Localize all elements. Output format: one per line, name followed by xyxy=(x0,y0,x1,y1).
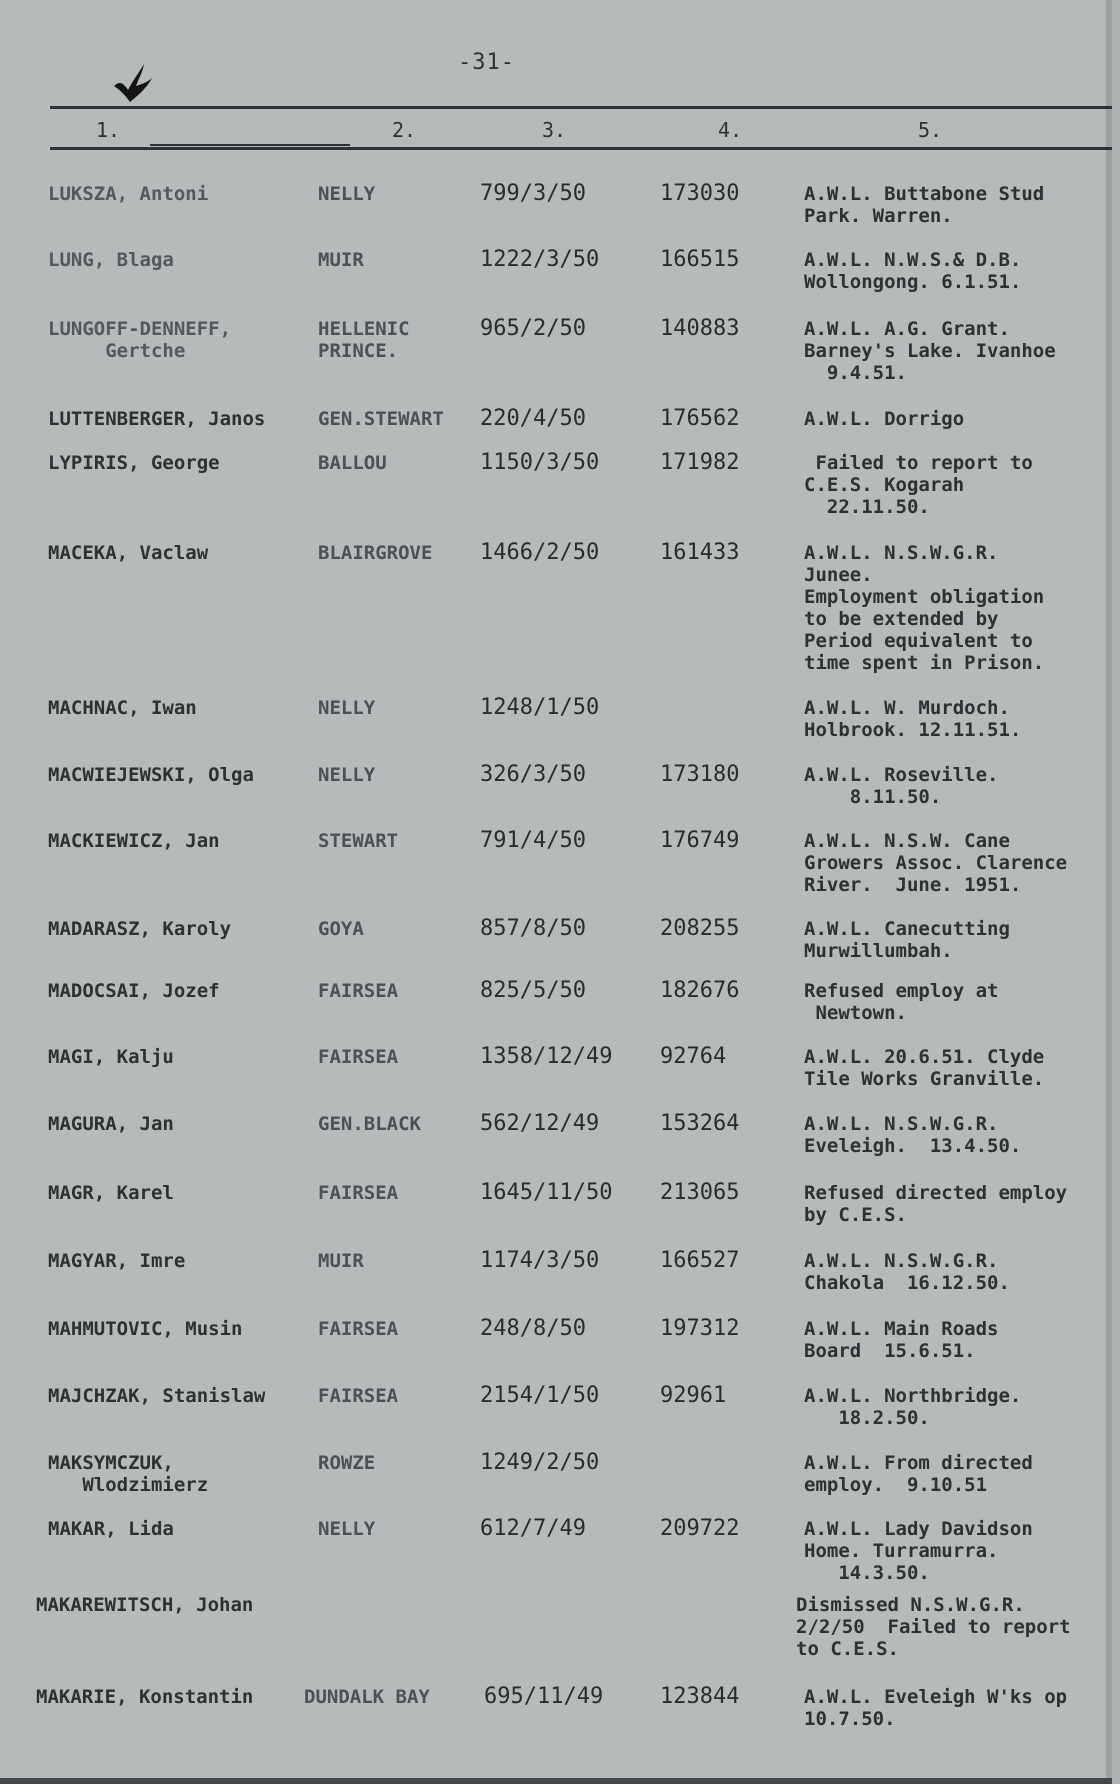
remark-cell: Failed to report to C.E.S. Kogarah 22.11.50. xyxy=(804,452,1033,518)
name-cell: LUTTENBERGER, Janos xyxy=(48,408,266,430)
column-header-5: 5. xyxy=(918,118,943,142)
top-rule xyxy=(50,106,1112,109)
reference-cell: 1249/2/50 xyxy=(480,1450,600,1475)
remark-cell: A.W.L. N.S.W. Cane Growers Assoc. Clarence River. June. 1951. xyxy=(804,830,1068,896)
remark-cell: A.W.L. Northbridge. 18.2.50. xyxy=(804,1385,1022,1429)
ship-cell: NELLY xyxy=(318,183,376,205)
ship-cell: FAIRSEA xyxy=(318,1385,399,1407)
reference-cell: 612/7/49 xyxy=(480,1516,586,1541)
name-cell: MADARASZ, Karoly xyxy=(48,918,232,940)
name-cell: MADOCSAI, Jozef xyxy=(48,980,220,1002)
number-cell: 213065 xyxy=(660,1180,740,1205)
ship-cell: FAIRSEA xyxy=(318,1318,399,1340)
remark-cell: A.W.L. From directed employ. 9.10.51 xyxy=(804,1452,1033,1496)
column-header-2: 2. xyxy=(392,118,417,142)
remark-cell: Dismissed N.S.W.G.R. 2/2/50 Failed to report to C.E.S. xyxy=(796,1594,1071,1660)
column-header-4: 4. xyxy=(718,118,743,142)
name-cell: MACKIEWICZ, Jan xyxy=(48,830,220,852)
reference-cell: 1150/3/50 xyxy=(480,450,600,475)
header-underline xyxy=(150,144,350,146)
reference-cell: 2154/1/50 xyxy=(480,1383,600,1408)
reference-cell: 1358/12/49 xyxy=(480,1044,613,1069)
ship-cell: ROWZE xyxy=(318,1452,376,1474)
number-cell: 209722 xyxy=(660,1516,740,1541)
remark-cell: A.W.L. N.W.S.& D.B. Wollongong. 6.1.51. xyxy=(804,249,1022,293)
reference-cell: 1174/3/50 xyxy=(480,1248,600,1273)
reference-cell: 791/4/50 xyxy=(480,828,586,853)
column-header-1: 1. xyxy=(96,118,121,142)
reference-cell: 799/3/50 xyxy=(480,181,586,206)
number-cell: 208255 xyxy=(660,916,740,941)
ship-cell: DUNDALK BAY xyxy=(304,1686,430,1708)
name-cell: MACEKA, Vaclaw xyxy=(48,542,209,564)
ship-cell: MUIR xyxy=(318,1250,364,1272)
page-bottom-edge xyxy=(0,1778,1112,1784)
name-cell: LUNG, Blaga xyxy=(48,249,174,271)
ship-cell: BLAIRGROVE xyxy=(318,542,433,564)
name-cell: LUKSZA, Antoni xyxy=(48,183,209,205)
remark-cell: A.W.L. N.S.W.G.R. Junee. Employment obligation to be extended by Period equivalent to time spent in Prison. xyxy=(804,542,1045,674)
number-cell: 153264 xyxy=(660,1111,740,1136)
remark-cell: A.W.L. N.S.W.G.R. Eveleigh. 13.4.50. xyxy=(804,1113,1022,1157)
header-rule xyxy=(50,147,1112,150)
name-cell: MAHMUTOVIC, Musin xyxy=(48,1318,243,1340)
name-cell: MAGYAR, Imre xyxy=(48,1250,186,1272)
number-cell: 173030 xyxy=(660,181,740,206)
number-cell: 182676 xyxy=(660,978,740,1003)
number-cell: 123844 xyxy=(660,1684,740,1709)
name-cell: MAGURA, Jan xyxy=(48,1113,174,1135)
name-cell: LUNGOFF-DENNEFF, Gertche xyxy=(48,318,232,362)
remark-cell: Refused employ at Newtown. xyxy=(804,980,999,1024)
reference-cell: 825/5/50 xyxy=(480,978,586,1003)
name-cell: MAKAREWITSCH, Johan xyxy=(36,1594,254,1616)
reference-cell: 1222/3/50 xyxy=(480,247,600,272)
ship-cell: NELLY xyxy=(318,764,376,786)
name-cell: MAKAR, Lida xyxy=(48,1518,174,1540)
ship-cell: GEN.BLACK xyxy=(318,1113,421,1135)
ship-cell: MUIR xyxy=(318,249,364,271)
name-cell: MAGI, Kalju xyxy=(48,1046,174,1068)
remark-cell: A.W.L. Main Roads Board 15.6.51. xyxy=(804,1318,999,1362)
reference-cell: 1248/1/50 xyxy=(480,695,600,720)
number-cell: 176562 xyxy=(660,406,740,431)
reference-cell: 1645/11/50 xyxy=(480,1180,613,1205)
reference-cell: 326/3/50 xyxy=(480,762,586,787)
ship-cell: FAIRSEA xyxy=(318,980,399,1002)
number-cell: 171982 xyxy=(660,450,740,475)
ship-cell: STEWART xyxy=(318,830,399,852)
name-cell: MAKARIE, Konstantin xyxy=(36,1686,254,1708)
number-cell: 166527 xyxy=(660,1248,740,1273)
reference-cell: 857/8/50 xyxy=(480,916,586,941)
remark-cell: A.W.L. N.S.W.G.R. Chakola 16.12.50. xyxy=(804,1250,1010,1294)
remark-cell: A.W.L. Eveleigh W'ks op 10.7.50. xyxy=(804,1686,1068,1730)
number-cell: 197312 xyxy=(660,1316,740,1341)
ship-cell: FAIRSEA xyxy=(318,1046,399,1068)
remark-cell: A.W.L. Canecutting Murwillumbah. xyxy=(804,918,1010,962)
name-cell: LYPIRIS, George xyxy=(48,452,220,474)
name-cell: MACWIEJEWSKI, Olga xyxy=(48,764,254,786)
remark-cell: Refused directed employ by C.E.S. xyxy=(804,1182,1068,1226)
reference-cell: 965/2/50 xyxy=(480,316,586,341)
number-cell: 173180 xyxy=(660,762,740,787)
remark-cell: A.W.L. Buttabone Stud Park. Warren. xyxy=(804,183,1045,227)
ship-cell: BALLOU xyxy=(318,452,387,474)
remark-cell: A.W.L. 20.6.51. Clyde Tile Works Granville. xyxy=(804,1046,1045,1090)
name-cell: MAGR, Karel xyxy=(48,1182,174,1204)
ship-cell: FAIRSEA xyxy=(318,1182,399,1204)
remark-cell: A.W.L. Roseville. 8.11.50. xyxy=(804,764,999,808)
number-cell: 140883 xyxy=(660,316,740,341)
ship-cell: GEN.STEWART xyxy=(318,408,444,430)
page-number: -31- xyxy=(458,50,515,75)
number-cell: 176749 xyxy=(660,828,740,853)
number-cell: 92961 xyxy=(660,1383,727,1408)
ship-cell: GOYA xyxy=(318,918,364,940)
remark-cell: A.W.L. Lady Davidson Home. Turramurra. 14.3.50. xyxy=(804,1518,1033,1584)
remark-cell: A.W.L. Dorrigo xyxy=(804,408,965,430)
ship-cell: NELLY xyxy=(318,1518,376,1540)
number-cell: 161433 xyxy=(660,540,740,565)
remark-cell: A.W.L. A.G. Grant. Barney's Lake. Ivanhoe 9.4.51. xyxy=(804,318,1056,384)
reference-cell: 695/11/49 xyxy=(484,1684,604,1709)
reference-cell: 248/8/50 xyxy=(480,1316,586,1341)
reference-cell: 1466/2/50 xyxy=(480,540,600,565)
name-cell: MAKSYMCZUK, Wlodzimierz xyxy=(48,1452,209,1496)
number-cell: 92764 xyxy=(660,1044,727,1069)
handwritten-mark-icon xyxy=(108,60,158,112)
name-cell: MAJCHZAK, Stanislaw xyxy=(48,1385,266,1407)
reference-cell: 562/12/49 xyxy=(480,1111,600,1136)
reference-cell: 220/4/50 xyxy=(480,406,586,431)
number-cell: 166515 xyxy=(660,247,740,272)
column-header-3: 3. xyxy=(542,118,567,142)
name-cell: MACHNAC, Iwan xyxy=(48,697,197,719)
ship-cell: HELLENIC PRINCE. xyxy=(318,318,410,362)
remark-cell: A.W.L. W. Murdoch. Holbrook. 12.11.51. xyxy=(804,697,1022,741)
ship-cell: NELLY xyxy=(318,697,376,719)
